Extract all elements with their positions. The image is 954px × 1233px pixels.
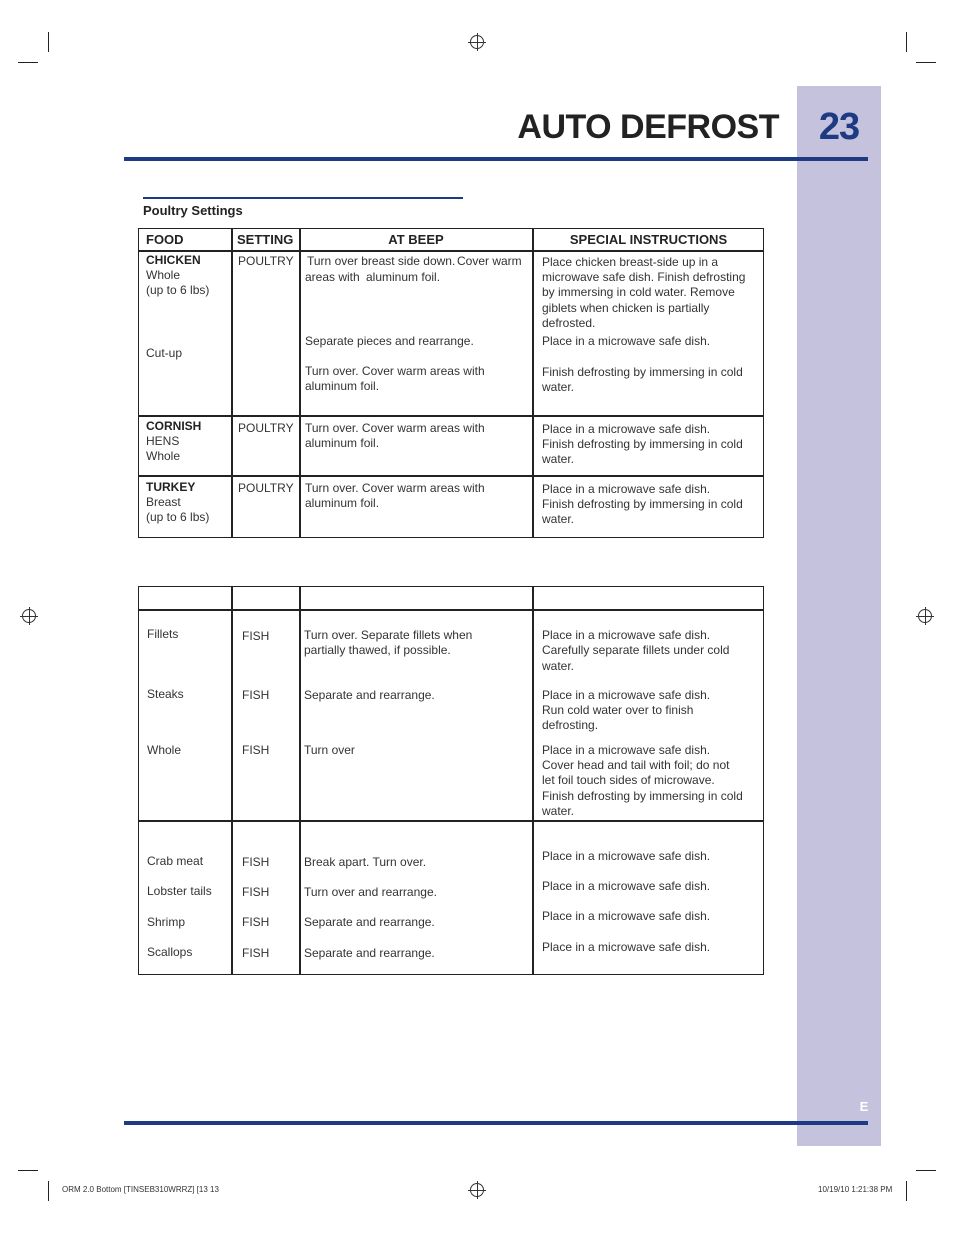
crop-mark — [916, 62, 936, 63]
beep-cell: Separate pieces and rearrange. — [305, 334, 474, 348]
beep-cell: Separate and rearrange. — [304, 946, 435, 960]
beep-cell: Separate and rearrange. — [304, 915, 435, 929]
food-cell: Crab meat — [147, 854, 204, 868]
column-divider — [299, 586, 301, 975]
column-divider — [299, 228, 301, 538]
food-cell: Scallops — [147, 945, 193, 959]
header-rule — [124, 157, 868, 161]
food-cell: Steaks — [147, 687, 184, 701]
setting-cell: FISH — [242, 629, 270, 643]
footer-right: 10/19/10 1:21:38 PM — [818, 1185, 893, 1194]
setting-cell: FISH — [242, 743, 270, 757]
beep-cell: Turn over — [304, 743, 355, 757]
food-cell: Whole — [147, 743, 182, 757]
registration-mark-icon — [470, 35, 484, 49]
setting-cell: POULTRY — [238, 254, 294, 268]
registration-mark-icon — [470, 1183, 484, 1197]
special-cell: Place in a microwave safe dish. — [542, 909, 711, 923]
special-cell: Place chicken breast-side up in a microwave safe dish. Finish defrosting by immersing in cold water. Remove giblets when chicken is partially defrosted. — [542, 255, 746, 330]
food-cell: Lobster tails — [147, 884, 212, 898]
special-cell: Place in a microwave safe dish. Run cold water over to finish defrosting. — [542, 688, 711, 733]
column-divider — [532, 228, 534, 538]
column-header-setting: SETTING — [237, 232, 294, 247]
setting-cell: FISH — [242, 855, 270, 869]
special-cell: Place in a microwave safe dish. Cover head and tail with foil; do not let foil touch sides of microwave. Finish defrosting by immersing in cold water. — [542, 743, 743, 818]
footer-rule — [124, 1121, 868, 1125]
footer-left: ORM 2.0 Bottom [TINSEB310WRRZ] [13 13 — [62, 1185, 219, 1194]
special-cell: Place in a microwave safe dish. — [542, 849, 711, 863]
food-name: CORNISH — [146, 419, 202, 433]
food-name: TURKEY — [146, 480, 196, 494]
beep-cell: Separate and rearrange. — [304, 688, 435, 702]
beep-cell: aluminum foil. — [366, 270, 441, 284]
food-name: CHICKEN — [146, 253, 201, 267]
page-number: 23 — [818, 106, 860, 148]
beep-cell: Turn over and rearrange. — [304, 885, 437, 899]
row-divider — [138, 820, 764, 822]
special-cell: Place in a microwave safe dish. — [542, 879, 711, 893]
food-cell: Shrimp — [147, 915, 186, 929]
section-rule — [143, 197, 463, 199]
row-divider — [138, 415, 764, 417]
language-tab: E — [859, 1099, 869, 1114]
column-header-special: SPECIAL INSTRUCTIONS — [569, 232, 728, 247]
side-tab — [797, 86, 881, 1146]
setting-cell: FISH — [242, 688, 270, 702]
section-title: Poultry Settings — [143, 203, 243, 218]
food-cell-chicken: CHICKEN Whole (up to 6 lbs) — [146, 253, 210, 298]
special-cell: Finish defrosting by immersing in cold water. — [542, 365, 743, 395]
beep-cell: areas with — [305, 270, 360, 284]
crop-mark — [48, 32, 49, 52]
special-cell: Place in a microwave safe dish. Carefully separate fillets under cold water. — [542, 628, 730, 674]
beep-cell: Turn over. Cover warm areas with aluminum foil. — [305, 364, 485, 394]
setting-cell: FISH — [242, 915, 270, 929]
column-header-food: FOOD — [146, 232, 184, 247]
beep-cell: Turn over. Separate fillets when partially thawed, if possible. — [304, 628, 473, 658]
column-header-at-beep: AT BEEP — [388, 232, 444, 247]
food-cell: Fillets — [147, 627, 179, 641]
registration-mark-icon — [22, 609, 36, 623]
column-divider — [231, 586, 233, 975]
special-cell: Place in a microwave safe dish. — [542, 334, 711, 348]
special-cell: Place in a microwave safe dish. — [542, 940, 711, 954]
crop-mark — [48, 1181, 49, 1201]
row-divider — [138, 475, 764, 477]
column-divider — [532, 586, 534, 975]
special-cell: Place in a microwave safe dish. Finish defrosting by immersing in cold water. — [542, 482, 743, 527]
special-cell: Place in a microwave safe dish. Finish defrosting by immersing in cold water. — [542, 422, 743, 467]
beep-cell: Turn over breast side down. — [307, 254, 456, 268]
beep-cell: Cover warm — [457, 254, 522, 268]
setting-cell: FISH — [242, 885, 270, 899]
crop-mark — [906, 32, 907, 52]
crop-mark — [18, 62, 38, 63]
registration-mark-icon — [918, 609, 932, 623]
food-cell-turkey: TURKEY Breast (up to 6 lbs) — [146, 480, 210, 525]
setting-cell: POULTRY — [238, 481, 294, 495]
beep-cell: Turn over. Cover warm areas with aluminum foil. — [305, 481, 485, 511]
setting-cell: POULTRY — [238, 421, 294, 435]
food-cell-cutup: Cut-up — [146, 346, 183, 360]
beep-cell: Break apart. Turn over. — [304, 855, 427, 869]
crop-mark — [906, 1181, 907, 1201]
beep-cell: Turn over. Cover warm areas with aluminum foil. — [305, 421, 485, 451]
crop-mark — [18, 1170, 38, 1171]
row-divider — [138, 250, 764, 252]
food-cell-cornish: CORNISH HENS Whole — [146, 419, 202, 464]
setting-cell: FISH — [242, 946, 270, 960]
row-divider — [138, 609, 764, 611]
crop-mark — [916, 1170, 936, 1171]
column-divider — [231, 228, 233, 538]
page-title: AUTO DEFROST — [517, 108, 779, 146]
